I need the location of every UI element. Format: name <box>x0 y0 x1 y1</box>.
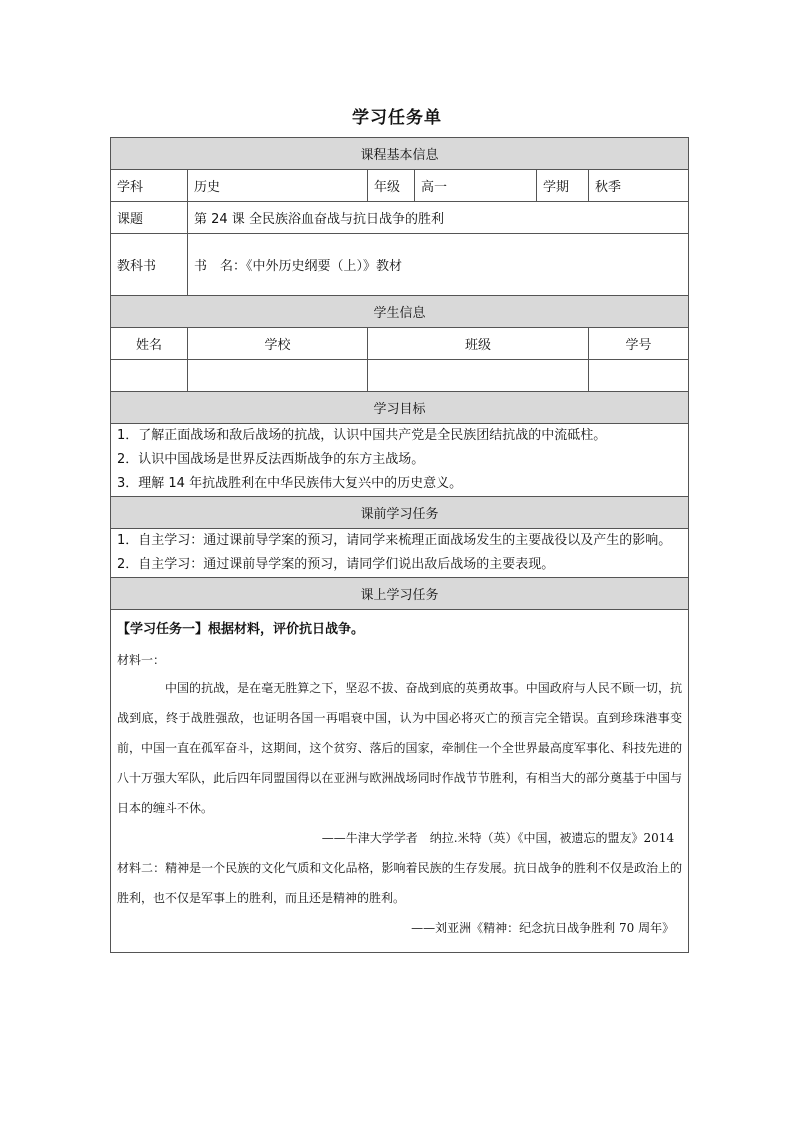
student-class-cell[interactable] <box>368 360 589 392</box>
in-class-task <box>111 610 689 953</box>
objectives-list <box>111 424 689 497</box>
student-info-header: 学生信息 <box>111 296 689 328</box>
task-one-title: 【学习任务一】根据材料，评价抗日战争。 <box>117 622 365 637</box>
page-title: 学习任务单 <box>352 108 442 128</box>
subject-value: 历史 <box>188 170 368 202</box>
objective-item: 3．理解 14 年抗战胜利在中华民族伟大复兴中的历史意义。 <box>117 476 463 491</box>
material-one-text: 中国的抗战，是在毫无胜算之下，坚忍不拔、奋战到底的英勇故事。中国政府与人民不顾一切，抗战到底，终于战胜强敌，也证明各国一再唱衰中国，认为中国必将灭亡的预言完全错误。直到珍珠港事变前，中国一直在孤军奋斗，这期间，这个贫穷、落后的国家，牵制住一个全世界最高度军事化、科技先进的八十万强大军队，此后四年同盟国得以在亚洲与欧洲战场同时作战节节胜利，有相当大的部分奠基于中国与日本的缠斗不休。 <box>117 681 683 815</box>
student-col-number: 学号 <box>589 328 689 360</box>
material-two-text: 材料二：精神是一个民族的文化气质和文化品格，影响着民族的生存发展。抗日战争的胜利不仅是政治上的胜利，也不仅是军事上的胜利，而且还是精神的胜利。 <box>117 861 683 905</box>
lesson-value: 第 24 课 全民族浴血奋战与抗日战争的胜利 <box>188 202 689 234</box>
pre-class-header: 课前学习任务 <box>111 497 689 529</box>
pre-class-list <box>111 529 689 578</box>
student-col-school: 学校 <box>188 328 368 360</box>
student-number-cell[interactable] <box>589 360 689 392</box>
student-name-cell[interactable] <box>111 360 188 392</box>
student-col-name: 姓名 <box>111 328 188 360</box>
term-value: 秋季 <box>589 170 689 202</box>
pre-class-item: 2．自主学习：通过课前导学案的预习，请同学们说出敌后战场的主要表现。 <box>117 557 555 572</box>
student-col-class: 班级 <box>368 328 589 360</box>
pre-class-item: 1．自主学习：通过课前导学案的预习，请同学来梳理正面战场发生的主要战役以及产生的影响。 <box>117 533 672 548</box>
in-class-header: 课上学习任务 <box>111 578 689 610</box>
material-one-source: ——牛津大学学者 纳拉.米特（英）《中国，被遗忘的盟友》2014 <box>321 831 675 845</box>
objectives-header: 学习目标 <box>111 392 689 424</box>
student-school-cell[interactable] <box>188 360 368 392</box>
material-two-source: ——刘亚洲《精神：纪念抗日战争胜利 70 周年》 <box>411 921 675 935</box>
objective-item: 2．认识中国战场是世界反法西斯战争的东方主战场。 <box>117 452 425 467</box>
grade-value: 高一 <box>415 170 537 202</box>
term-label: 学期 <box>537 170 589 202</box>
subject-label: 学科 <box>111 170 188 202</box>
grade-label: 年级 <box>368 170 415 202</box>
material-one-label: 材料一： <box>117 653 166 667</box>
textbook-label: 教科书 <box>111 234 188 296</box>
textbook-value: 书 名：《中外历史纲要（上）》教材 <box>188 234 689 296</box>
lesson-label: 课题 <box>111 202 188 234</box>
basic-info-header: 课程基本信息 <box>111 138 689 170</box>
task-sheet-table <box>110 137 689 953</box>
objective-item: 1．了解正面战场和敌后战场的抗战，认识中国共产党是全民族团结抗战的中流砥柱。 <box>117 428 607 443</box>
